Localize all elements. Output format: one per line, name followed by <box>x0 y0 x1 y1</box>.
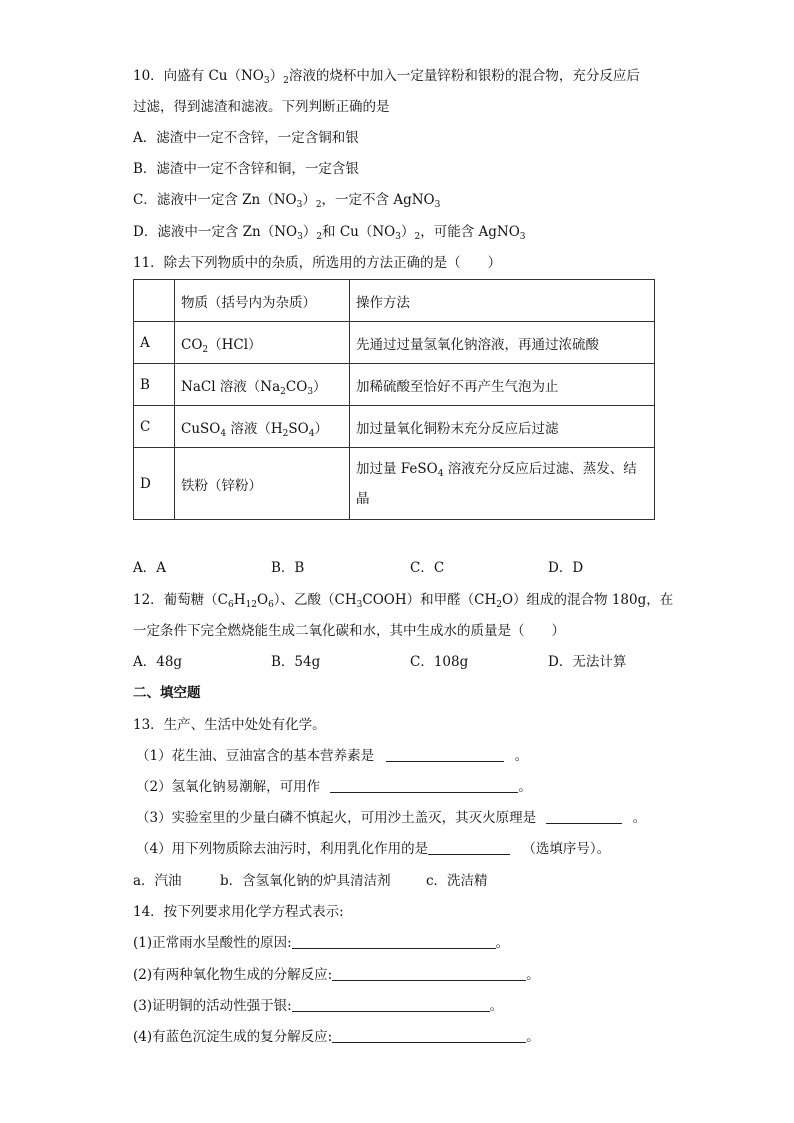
method-cell: 先通过过量氢氧化钠溶液，再通过浓硫酸 <box>350 322 655 364</box>
text: 。 <box>526 1029 540 1045</box>
q12-option-a: A．48g <box>133 654 183 670</box>
subscript: 3 <box>356 600 363 610</box>
q10-option-d <box>133 222 526 242</box>
text: CO <box>181 336 203 353</box>
subscript: 3 <box>434 200 441 210</box>
text: ） <box>302 192 316 208</box>
text: ）、乙酸（CH <box>273 592 357 608</box>
text: ） <box>313 378 327 395</box>
substance-cell: 铁粉（锌粉） <box>175 448 350 520</box>
method-cell: 加稀硫酸至恰好不再产生气泡为止 <box>350 364 655 406</box>
text: （1）花生油、豆油富含的基本营养素是 <box>136 748 375 764</box>
text: （4）用下列物质除去油污时，利用乳化作用的是 <box>136 841 429 857</box>
text: ） <box>400 224 415 240</box>
subscript: 3 <box>263 76 270 86</box>
answer-blank[interactable] <box>292 934 496 949</box>
q13-choice-a: a．汽油 <box>133 873 182 889</box>
answer-blank[interactable] <box>292 997 490 1012</box>
text: (2)有两种氧化物生成的分解反应: <box>133 967 333 983</box>
method-cell <box>350 448 655 520</box>
q11-option-c: C．C <box>410 560 445 576</box>
q11-option-b: B．B <box>271 560 305 576</box>
q10-stem-line1 <box>133 66 640 86</box>
subscript: 2 <box>315 200 322 210</box>
q10-stem-text-a: 10．向盛有 Cu（NO <box>133 68 264 84</box>
q10-option-b: B．滤渣中一定不含锌和铜，一定含银 <box>133 161 359 177</box>
subscript: 2 <box>202 344 209 355</box>
q10-option-a: A．滤渣中一定不含锌，一定含铜和银 <box>133 130 359 146</box>
subscript: 3 <box>307 386 314 397</box>
subscript: 6 <box>228 600 234 610</box>
text: D．滤液中一定含 Zn（NO <box>133 224 298 240</box>
answer-blank[interactable] <box>546 809 622 824</box>
text: 。 <box>518 779 532 795</box>
text: 加过量 FeSO <box>356 460 438 477</box>
subscript: 6 <box>268 600 274 610</box>
table-header-cell: 操作方法 <box>350 280 655 322</box>
text: 。 <box>632 810 647 826</box>
answer-blank[interactable] <box>332 1028 526 1043</box>
subscript: 2 <box>282 428 289 439</box>
subscript: 2 <box>496 600 502 610</box>
text: ） <box>314 420 328 437</box>
q10-option-c <box>133 190 440 210</box>
subscript: 2 <box>283 76 289 86</box>
text: （选填序号）。 <box>522 841 611 857</box>
text: (1)正常雨水呈酸性的原因: <box>133 935 292 951</box>
table-row <box>134 322 655 364</box>
text: （HCl） <box>208 336 262 353</box>
q14-part1 <box>133 933 509 953</box>
text: O <box>256 592 269 608</box>
q11-stem: 11．除去下列物质中的杂质，所选用的方法正确的是（ ） <box>133 255 502 271</box>
text: 。 <box>526 967 540 983</box>
text: ） <box>302 224 317 240</box>
subscript: 2 <box>316 232 323 242</box>
subscript: 12 <box>245 600 257 610</box>
text: （2）氢氧化钠易潮解，可用作 <box>136 779 321 795</box>
q10-stem-text-c: 溶液的烧杯中加入一定量锌粉和银粉的混合物，充分反应后 <box>288 68 640 84</box>
text: CuSO <box>181 420 221 437</box>
text: 12．葡萄糖（C <box>133 592 229 608</box>
table-row <box>134 406 655 448</box>
q13-choice-b: b．含氢氧化钠的炉具清洁剂 <box>220 873 391 889</box>
text: COOH）和甲醛（CH <box>362 592 497 608</box>
text: NaCl 溶液（Na <box>181 378 281 395</box>
q13-part4 <box>136 839 610 859</box>
text: (4)有蓝色沉淀生成的复分解反应: <box>133 1029 333 1045</box>
q14-stem: 14．按下列要求用化学方程式表示: <box>133 904 344 920</box>
text: ，一定不含 AgNO <box>321 192 435 208</box>
row-label: B <box>134 364 175 406</box>
substance-cell <box>175 364 350 406</box>
subscript: 4 <box>220 428 227 439</box>
q13-part3 <box>136 808 646 828</box>
q14-part4 <box>133 1027 540 1047</box>
row-label: A <box>134 322 175 364</box>
q14-part3 <box>133 996 503 1016</box>
section-title: 二、填空题 <box>133 685 201 701</box>
subscript: 4 <box>437 468 444 479</box>
table-header-cell <box>134 280 175 322</box>
row-label: C <box>134 406 175 448</box>
method-cell: 加过量氧化铜粉末充分反应后过滤 <box>350 406 655 448</box>
q13-part2 <box>136 777 532 797</box>
answer-blank[interactable] <box>386 747 504 762</box>
text: CO <box>285 378 308 395</box>
text: (3)证明铜的活动性强于银: <box>133 998 292 1014</box>
text: 。 <box>489 998 504 1014</box>
answer-blank[interactable] <box>428 840 510 855</box>
text: 。 <box>514 748 529 764</box>
table-header-cell: 物质（括号内为杂质） <box>175 280 350 322</box>
text: 溶液（H <box>226 420 283 437</box>
text: O）组成的混合物 180g，在 <box>501 592 674 608</box>
q12-stem-line1 <box>133 590 673 610</box>
text: 和 Cu（NO <box>322 224 396 240</box>
subscript: 3 <box>395 232 401 242</box>
row-label: D <box>134 448 175 520</box>
subscript: 3 <box>297 232 303 242</box>
q13-part1 <box>136 746 528 766</box>
q11-option-d: D．D <box>548 560 584 576</box>
q14-part2 <box>133 965 540 985</box>
table-header-row <box>134 280 655 322</box>
q10-stem-line2: 过滤，得到滤渣和滤液。下列判断正确的是 <box>133 99 390 115</box>
answer-blank[interactable] <box>330 778 518 793</box>
substance-cell <box>175 322 350 364</box>
q12-option-d: D．无法计算 <box>548 654 627 670</box>
answer-blank[interactable] <box>332 966 526 981</box>
subscript: 3 <box>296 200 303 210</box>
text: 。 <box>495 935 510 951</box>
q12-option-b: B．54g <box>271 654 321 670</box>
q13-choice-c: c．洗洁精 <box>426 873 488 889</box>
table-row <box>134 448 655 520</box>
subscript: 4 <box>308 428 315 439</box>
text: （3）实验室里的少量白磷不慎起火，可用沙土盖灭，其灭火原理是 <box>136 810 537 826</box>
text: 晶 <box>356 490 370 507</box>
q11-option-a: A．A <box>133 560 166 576</box>
text: SO <box>288 420 309 437</box>
subscript: 2 <box>414 232 421 242</box>
q10-stem-text-b: ） <box>269 68 284 84</box>
subscript: 3 <box>519 232 526 242</box>
q12-option-c: C．108g <box>410 654 469 670</box>
substance-cell <box>175 406 350 448</box>
text: C．滤液中一定含 Zn（NO <box>133 192 297 208</box>
q13-stem: 13．生产、生活中处处有化学。 <box>133 717 326 733</box>
text: 溶液充分反应后过滤、蒸发、结 <box>443 460 637 477</box>
text: H <box>233 592 246 608</box>
q11-table <box>133 279 655 520</box>
text: ，可能含 AgNO <box>420 224 520 240</box>
subscript: 2 <box>280 386 286 397</box>
q12-stem-line2: 一定条件下完全燃烧能生成二氧化碳和水，其中生成水的质量是（ ） <box>133 623 565 639</box>
table-row <box>134 364 655 406</box>
